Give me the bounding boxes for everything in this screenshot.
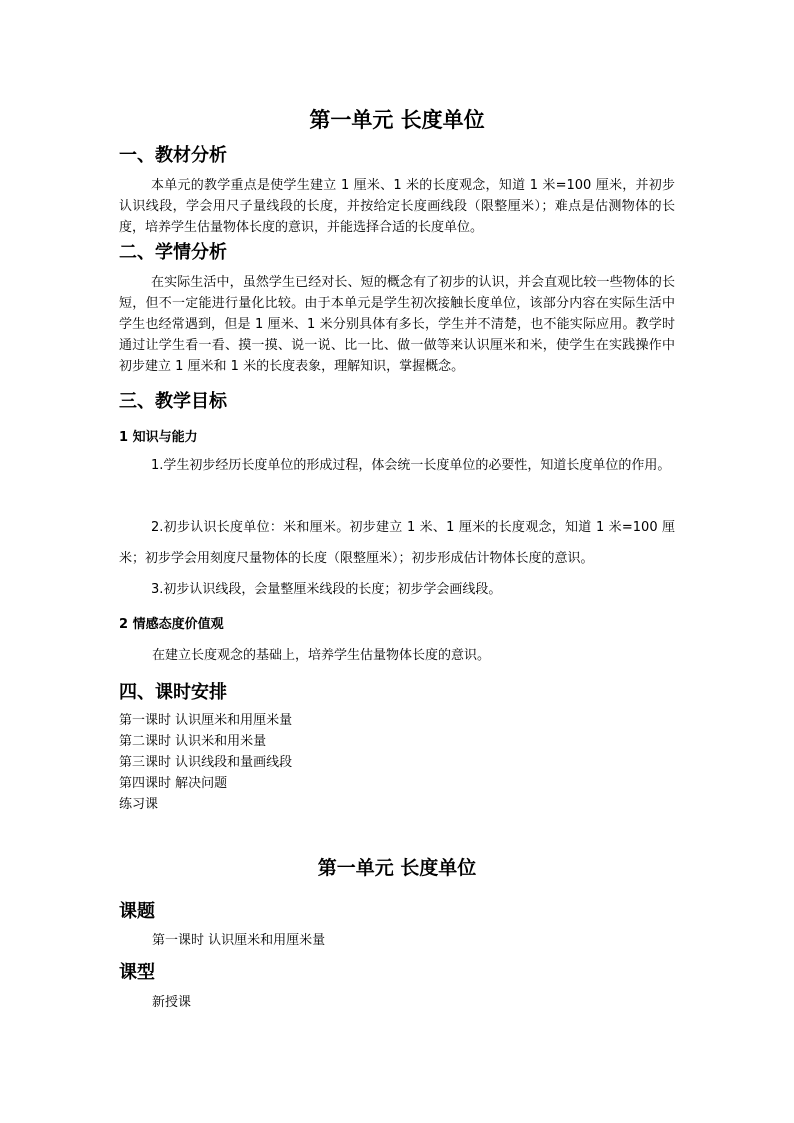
lesson-type-heading: 课型 [119,962,155,983]
goal-item-4: 在建立长度观念的基础上，培养学生估量物体长度的意识。 [152,648,491,663]
lesson-plan-title: 第一单元 长度单位 [317,857,477,879]
schedule-item: 第二课时 认识米和用米量 [119,734,267,749]
section-heading-lesson-schedule: 四、课时安排 [119,682,227,703]
goal-item-3: 3.初步认识线段，会量整厘米线段的长度；初步学会画线段。 [151,582,502,597]
section-heading-textbook-analysis: 一、教材分析 [119,145,227,166]
schedule-item: 第三课时 认识线段和量画线段 [119,755,293,770]
lesson-type-value: 新授课 [152,995,192,1010]
topic-heading: 课题 [119,901,155,922]
document-title: 第一单元 长度单位 [309,108,485,132]
section-heading-student-analysis: 二、学情分析 [119,242,227,263]
goal-item-2: 2.初步认识长度单位：米和厘米。初步建立 1 米、1 厘米的长度观念，知道 1 米=100 厘米；初步学会用刻度尺量物体的长度（限整厘米）；初步形成估计物体长度的意识。 [119,520,675,566]
textbook-analysis-paragraph: 本单元的教学重点是使学生建立 1 厘米、1 米的长度观念，知道 1 米=100 厘米，并初步认识线段，学会用尺子量线段的长度，并按给定长度画线段（限整厘米）；难点是估测物体的长度，培养学生估量物体长度的意识，并能选择合适的长度单位。 [119,178,675,235]
subheading-emotion-values: 2 情感态度价值观 [119,617,224,632]
student-analysis-paragraph: 在实际生活中，虽然学生已经对长、短的概念有了初步的认识，并会直观比较一些物体的长短，但不一定能进行量化比较。由于本单元是学生初次接触长度单位，该部分内容在实际生活中学生也经常遇到，但是 1 厘米、1 米分别具体有多长，学生并不清楚，也不能实际应用。教学时通过让学生看一看、摸一摸、说一说、比一比、做一做等来认识厘米和米，使学生在实践操作中初步建立 1 厘米和 1 米的长度表象，理解知识，掌握概念。 [119,275,675,374]
schedule-item: 练习课 [119,797,159,812]
schedule-item: 第四课时 解决问题 [119,776,228,791]
goal-item-1: 1.学生初步经历长度单位的形成过程，体会统一长度单位的必要性，知道长度单位的作用。 [151,458,671,473]
subheading-knowledge-ability: 1 知识与能力 [119,430,198,445]
topic-value: 第一课时 认识厘米和用厘米量 [152,933,326,948]
schedule-item: 第一课时 认识厘米和用厘米量 [119,713,293,728]
lesson-schedule-list [119,710,292,815]
section-heading-teaching-goals: 三、教学目标 [119,391,227,412]
